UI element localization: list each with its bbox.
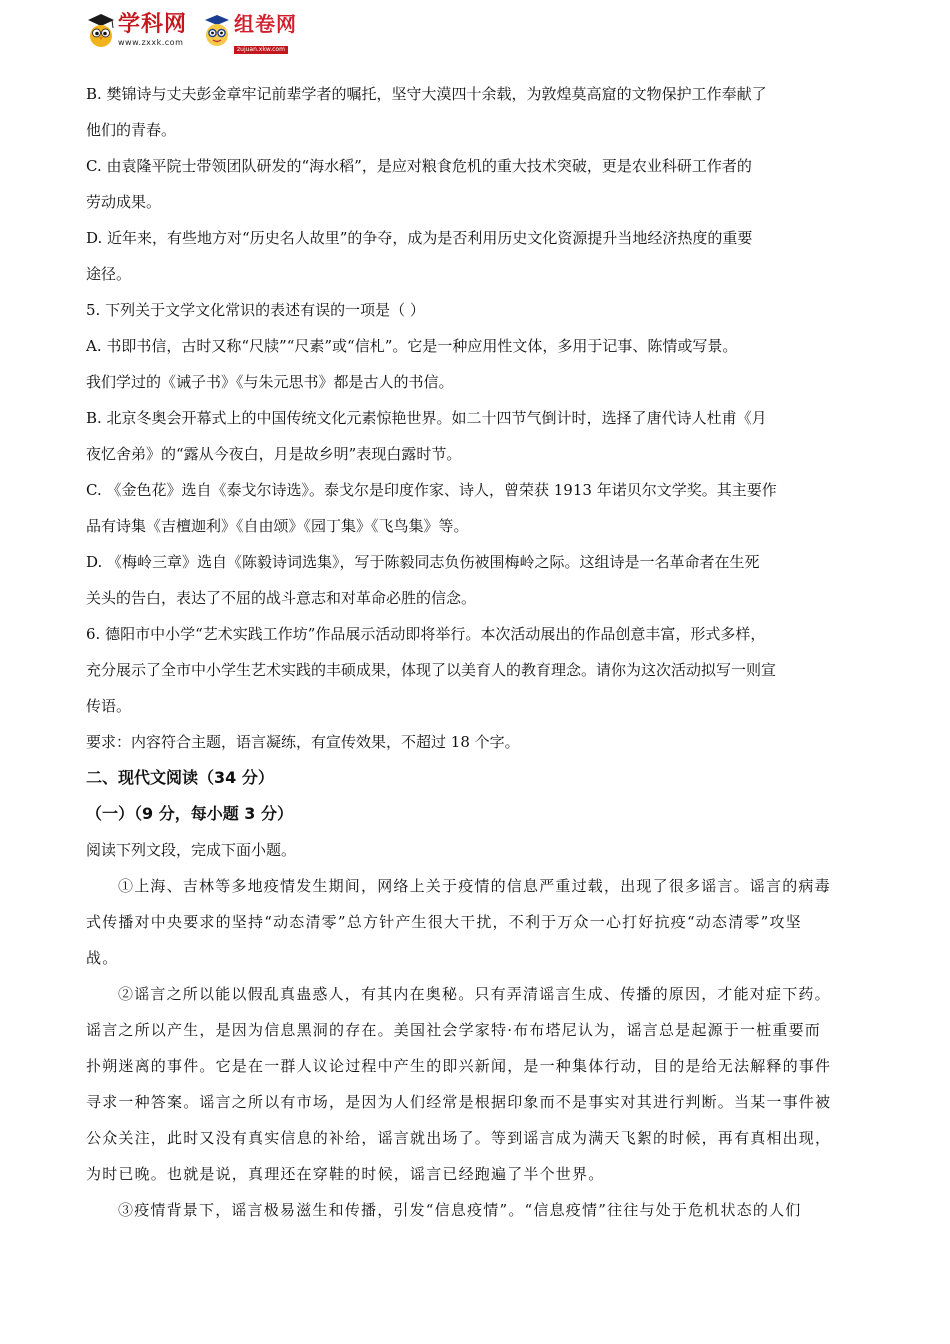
zujuan-logo[interactable] xyxy=(202,12,297,55)
passage-para-3-line-1: ③疫情背景下，谣言极易滋生和传播，引发“信息疫情”。“信息疫情”往往与处于危机状态的人们 xyxy=(118,1201,802,1219)
passage-para-2-line-3: 扑朔迷离的事件。它是在一群人议论过程中产生的即兴新闻，是一种集体行动，目的是给无法解释的事件 xyxy=(86,1057,832,1075)
zujuan-logo-subtitle: zujuan.xkw.com xyxy=(234,46,288,54)
option-b-line-2: 他们的青春。 xyxy=(86,121,177,139)
passage-para-2-line-1: ②谣言之所以能以假乱真蛊惑人，有其内在奥秘。只有弄清谣言生成、传播的原因，才能对症下药。 xyxy=(118,985,831,1003)
owl-mascot-icon xyxy=(86,12,116,48)
q5-option-d-line-2: 关头的告白，表达了不屈的战斗意志和对革命必胜的信念。 xyxy=(86,589,477,607)
q5-option-b-line-1: B. 北京冬奥会开幕式上的中国传统文化元素惊艳世界。如二十四节气倒计时，选择了唐代诗人杜甫《月 xyxy=(86,409,767,427)
passage-para-1-line-1: ①上海、吉林等多地疫情发生期间，网络上关于疫情的信息严重过载，出现了很多谣言。谣言的病毒 xyxy=(118,877,831,895)
q5-option-c-line-2: 品有诗集《吉檀迦利》《自由颂》《园丁集》《飞鸟集》等。 xyxy=(86,517,469,535)
q5-option-a-line-2: 我们学过的《诫子书》《与朱元思书》都是古人的书信。 xyxy=(86,373,454,391)
passage-para-1-line-2: 式传播对中央要求的坚持“动态清零”总方针产生很大干扰，不利于万众一心打好抗疫“动态清零”攻坚 xyxy=(86,913,802,931)
question-6-requirement: 要求：内容符合主题，语言凝练，有宣传效果，不超过 18 个字。 xyxy=(86,733,520,751)
option-d-line-2: 途径。 xyxy=(86,265,132,283)
option-c-line-2: 劳动成果。 xyxy=(86,193,162,211)
q5-option-d-line-1: D. 《梅岭三章》选自《陈毅诗词选集》，写于陈毅同志负伤被围梅岭之际。这组诗是一名革命者在生死 xyxy=(86,553,760,571)
option-c-line-1: C. 由袁隆平院士带领团队研发的“海水稻”，是应对粮食危机的重大技术突破，更是农业科研工作者的 xyxy=(86,157,752,175)
zxxk-logo-url: www.zxxk.com xyxy=(118,38,184,47)
option-b-line-1: B. 樊锦诗与丈夫彭金章牢记前辈学者的嘱托，坚守大漠四十余载，为敦煌莫高窟的文物保护工作奉献了 xyxy=(86,85,767,103)
page-header xyxy=(86,12,326,56)
passage-para-2-line-4: 寻求一种答案。谣言之所以有市场，是因为人们经常是根据印象而不是事实对其进行判断。当某一事件被 xyxy=(86,1093,832,1111)
passage-para-2-line-5: 公众关注，此时又没有真实信息的补给，谣言就出场了。等到谣言成为满天飞絮的时候，再有真相出现， xyxy=(86,1129,832,1147)
document-body xyxy=(86,76,862,1228)
option-d-line-1: D. 近年来，有些地方对“历史名人故里”的争夺，成为是否利用历史文化资源提升当地经济热度的重要 xyxy=(86,229,753,247)
q5-option-a-line-1: A. 书即书信，古时又称“尺牍”“尺素”或“信札”。它是一种应用性文体，多用于记事、陈情或写景。 xyxy=(86,337,738,355)
zxxk-logo-name: 学科网 xyxy=(118,12,188,37)
q5-option-c-line-1: C. 《金色花》选自《泰戈尔诗选》。泰戈尔是印度作家、诗人，曾荣获 1913 年诺贝尔文学奖。其主要作 xyxy=(86,481,777,499)
q5-option-b-line-2: 夜忆舍弟》的“露从今夜白，月是故乡明”表现白露时节。 xyxy=(86,445,462,463)
zxxk-logo[interactable] xyxy=(86,12,187,48)
student-mascot-icon xyxy=(202,12,232,48)
passage-para-2-line-2: 谣言之所以产生，是因为信息黑洞的存在。美国社会学家特·布布塔尼认为，谣言总是起源于一桩重要而 xyxy=(86,1021,821,1039)
question-6-line-3: 传语。 xyxy=(86,697,132,715)
section-2-heading: 二、现代文阅读（34 分） xyxy=(86,768,274,787)
passage-para-2-line-6: 为时已晚。也就是说，真理还在穿鞋的时候，谣言已经跑遍了半个世界。 xyxy=(86,1165,605,1183)
question-5-stem: 5. 下列关于文学文化常识的表述有误的一项是（ ） xyxy=(86,301,425,319)
question-6-line-2: 充分展示了全市中小学生艺术实践的丰硕成果，体现了以美育人的教育理念。请你为这次活动拟写一则宣 xyxy=(86,661,777,679)
passage-para-1-line-3: 战。 xyxy=(86,949,119,967)
reading-instruction: 阅读下列文段，完成下面小题。 xyxy=(86,841,297,859)
zujuan-logo-name: 组卷网 xyxy=(234,12,297,36)
subsection-1-heading: （一）（9 分，每小题 3 分） xyxy=(86,804,293,823)
question-6-line-1: 6. 德阳市中小学“艺术实践工作坊”作品展示活动即将举行。本次活动展出的作品创意丰富，形式多样， xyxy=(86,625,766,643)
